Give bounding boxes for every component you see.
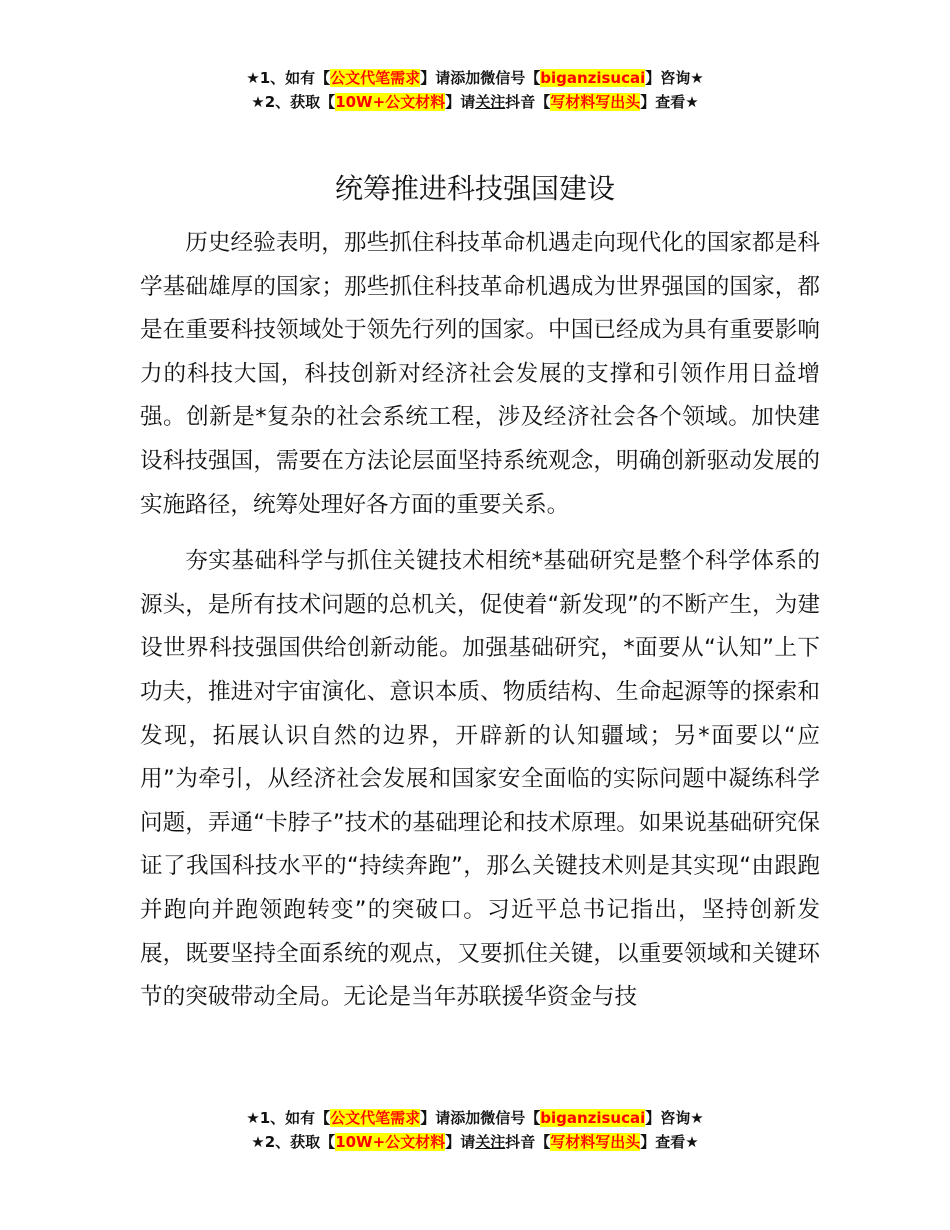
promo-highlight-wechat: biganzisucai bbox=[540, 1109, 646, 1127]
promo-text: ★2、获取【 bbox=[251, 1133, 336, 1151]
promo-text: 抖音【 bbox=[505, 93, 551, 111]
footer-promo-banner bbox=[0, 1106, 950, 1154]
promo-highlight: 公文代笔需求 bbox=[330, 1109, 421, 1127]
promo-highlight-wechat: biganzisucai bbox=[540, 69, 646, 87]
paragraph-1: 历史经验表明，那些抓住科技革命机遇走向现代化的国家都是科学基础雄厚的国家；那些抓住科技革命机遇成为世界强国的国家，都是在重要科技领域处于领先行列的国家。中国已经成为具有重要影响力的科技大国，科技创新对经济社会发展的支撑和引领作用日益增强。创新是*复杂的社会系统工程，涉及经济社会各个领域。加快建设科技强国，需要在方法论层面坚持系统观念，明确创新驱动发展的实施路径，统筹处理好各方面的重要关系。 bbox=[140, 230, 820, 518]
promo-line-2 bbox=[0, 1130, 950, 1154]
promo-text: ★1、如有【 bbox=[246, 69, 331, 87]
promo-text: 】查看★ bbox=[640, 1133, 699, 1151]
promo-highlight: 10W+公文材料 bbox=[335, 1133, 446, 1151]
promo-underlined-text: 关注 bbox=[475, 1133, 506, 1151]
promo-highlight: 10W+公文材料 bbox=[335, 93, 446, 111]
promo-text: 】请添加微信号【 bbox=[420, 69, 541, 87]
promo-line-1 bbox=[0, 1106, 950, 1130]
promo-highlight-douyin: 写材料写出头 bbox=[550, 1133, 641, 1151]
document-body bbox=[140, 222, 820, 1020]
promo-text: ★1、如有【 bbox=[246, 1109, 331, 1127]
promo-highlight-douyin: 写材料写出头 bbox=[550, 93, 641, 111]
promo-text: 】请 bbox=[445, 93, 476, 111]
promo-text: 】咨询★ bbox=[645, 69, 704, 87]
header-promo-banner bbox=[0, 66, 950, 114]
paragraph-2: 夯实基础科学与抓住关键技术相统*基础研究是整个科学体系的源头，是所有技术问题的总机关，促使着“新发现”的不断产生，为建设世界科技强国供给创新动能。加强基础研究，*面要从“认知”上下功夫，推进对宇宙演化、意识本质、物质结构、生命起源等的探索和发现，拓展认识自然的边界，开辟新的认知疆域；另*面要以“应用”为牵引，从经济社会发展和国家安全面临的实际问题中凝练科学问题，弄通“卡脖子”技术的基础理论和技术原理。如果说基础研究保证了我国科技水平的“持续奔跑”，那么关键技术则是其实现“由跟跑并跑向并跑领跑转变”的突破口。习近平总书记指出，坚持创新发展，既要坚持全面系统的观点，又要抓住关键，以重要领域和关键环节的突破带动全局。无论是当年苏联援华资金与技 bbox=[140, 548, 820, 1011]
promo-text: 】咨询★ bbox=[645, 1109, 704, 1127]
promo-line-2 bbox=[0, 90, 950, 114]
promo-highlight: 公文代笔需求 bbox=[330, 69, 421, 87]
document-title: 统筹推进科技强国建设 bbox=[334, 172, 615, 205]
promo-line-1 bbox=[0, 66, 950, 90]
promo-text: 抖音【 bbox=[505, 1133, 551, 1151]
promo-text: 】查看★ bbox=[640, 93, 699, 111]
promo-text: 】请添加微信号【 bbox=[420, 1109, 541, 1127]
promo-text: ★2、获取【 bbox=[251, 93, 336, 111]
promo-underlined-text: 关注 bbox=[475, 93, 506, 111]
promo-text: 】请 bbox=[445, 1133, 476, 1151]
